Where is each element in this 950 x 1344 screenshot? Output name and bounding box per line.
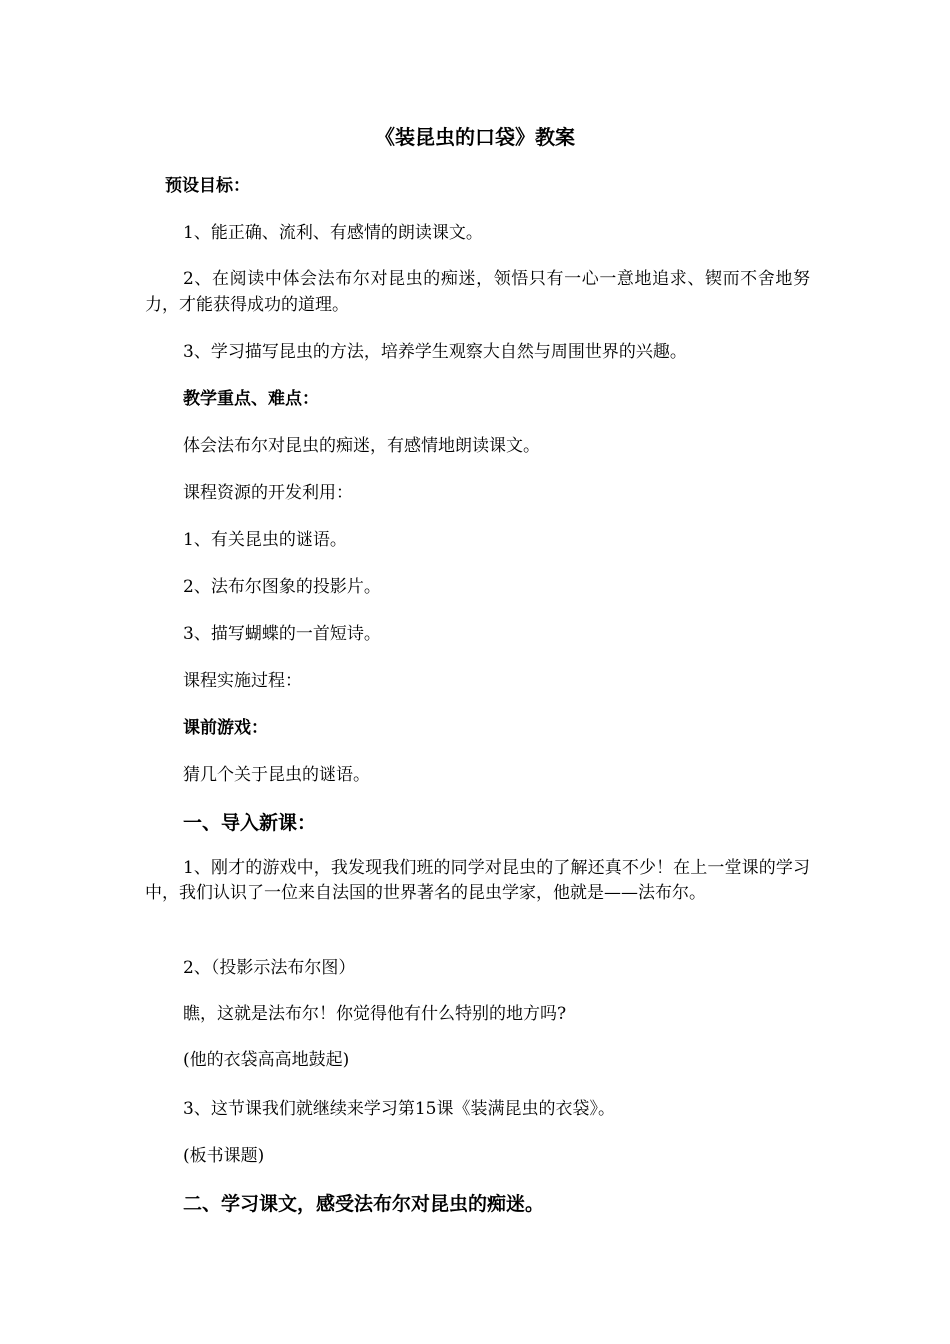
resources-heading: 课程资源的开发利用： [183, 483, 353, 503]
process-heading: 课程实施过程： [183, 671, 302, 691]
goal-item-1: 1、能正确、流利、有感情的朗读课文。 [183, 223, 483, 243]
key-points-heading: 教学重点、难点： [183, 389, 319, 409]
resource-item-1: 1、有关昆虫的谜语。 [183, 530, 347, 550]
section-1-item-3: 3、这节课我们就继续来学习第15课《装满昆虫的衣袋》。 [183, 1099, 615, 1119]
section-2-heading: 二、学习课文，感受法布尔对昆虫的痴迷。 [183, 1193, 545, 1215]
key-points-text: 体会法布尔对昆虫的痴迷，有感情地朗读课文。 [183, 436, 540, 456]
section-1-note: (板书课题) [183, 1146, 265, 1166]
section-1-item-2: 2、（投影示法布尔图） [183, 958, 356, 978]
section-1-question: 瞧，这就是法布尔！你觉得他有什么特别的地方吗? [183, 1004, 567, 1024]
section-1-heading: 一、导入新课： [183, 812, 317, 834]
pre-class-heading: 课前游戏： [183, 718, 268, 738]
section-1-answer: (他的衣袋高高地鼓起) [183, 1050, 350, 1070]
section-1-item-1: 1、刚才的游戏中，我发现我们班的同学对昆虫的了解还真不少！在上一堂课的学习中，我们认识了一位来自法国的世界著名的昆虫学家，他就是——法布尔。 [145, 858, 810, 903]
resource-item-3: 3、描写蝴蝶的一首短诗。 [183, 624, 381, 644]
goal-item-2: 2、在阅读中体会法布尔对昆虫的痴迷，领悟只有一心一意地追求、锲而不舍地努力，才能获得成功的道理。 [145, 269, 810, 315]
goals-heading: 预设目标： [165, 176, 250, 196]
goal-item-3: 3、学习描写昆虫的方法，培养学生观察大自然与周围世界的兴趣。 [183, 342, 687, 362]
document-title: 《装昆虫的口袋》教案 [375, 125, 575, 149]
pre-class-text: 猜几个关于昆虫的谜语。 [183, 765, 370, 785]
resource-item-2: 2、法布尔图象的投影片。 [183, 577, 381, 597]
